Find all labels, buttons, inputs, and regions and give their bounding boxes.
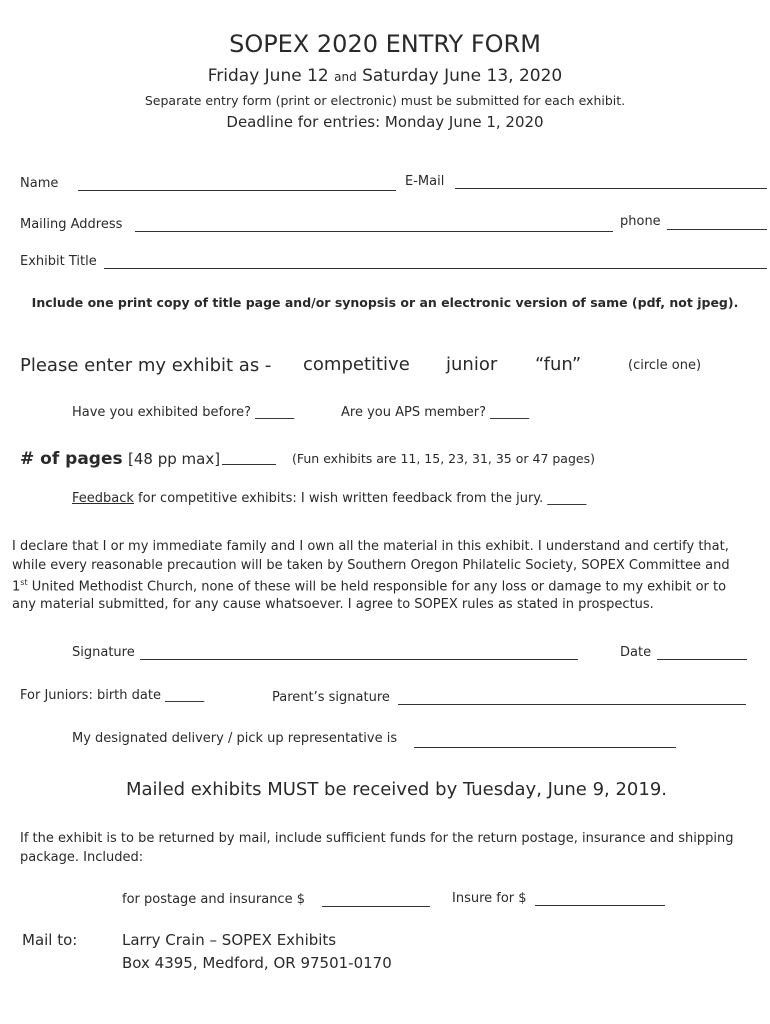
mail-to-line-2: Box 4395, Medford, OR 97501-0170 (122, 954, 392, 972)
declaration-line-4: any material submitted, for any cause whatsoever. I agree to SOPEX rules as stated in prospectus. (12, 597, 654, 612)
submission-note: Separate entry form (print or electronic) must be submitted for each exhibit. (144, 93, 626, 108)
mailing-address-label: Mailing Address (20, 217, 123, 232)
postage-amount-field[interactable] (322, 906, 430, 907)
pages-row (20, 449, 220, 469)
declaration-line-3-text: United Methodist Church, none of these will be held responsible for any loss or damage to my exhibit or to (27, 579, 727, 595)
pages-field[interactable] (222, 464, 276, 465)
mailed-exhibits-notice: Mailed exhibits MUST be received by Tuesday, June 9, 2019. (126, 779, 668, 800)
date-label: Date (620, 645, 652, 660)
deadline: Deadline for entries: Monday June 1, 2020 (226, 113, 544, 131)
declaration-line-3 (12, 578, 726, 594)
circle-one-hint: (circle one) (628, 358, 702, 373)
parent-signature-label: Parent’s signature (272, 690, 390, 705)
mail-to-line-1: Larry Crain – SOPEX Exhibits (122, 931, 337, 949)
exhibit-title-label: Exhibit Title (20, 254, 97, 269)
form-title: SOPEX 2020 ENTRY FORM (229, 30, 541, 58)
pages-label: # of pages (20, 449, 123, 469)
exhibit-as-label: Please enter my exhibit as - (20, 355, 272, 376)
representative-field[interactable] (414, 747, 676, 748)
option-competitive[interactable]: competitive (303, 354, 410, 375)
feedback-text: for competitive exhibits: I wish written feedback from the jury. ______ (133, 491, 587, 506)
name-label: Name (20, 176, 59, 191)
return-note-line-1: If the exhibit is to be returned by mail, include sufficient funds for the return postage, insurance and shipping (20, 831, 734, 846)
exhibit-title-field[interactable] (104, 268, 767, 269)
phone-label: phone (620, 214, 661, 229)
ordinal-suffix: st (20, 578, 28, 587)
declaration-line-2: while every reasonable precaution will be taken by Southern Oregon Philatelic Society, SOPEX Committee and (12, 558, 730, 573)
event-dates (0, 66, 770, 86)
insure-amount-field[interactable] (535, 905, 665, 906)
mail-to-label: Mail to: (22, 931, 78, 949)
email-field[interactable] (455, 188, 767, 189)
exhibited-before-question[interactable]: Have you exhibited before? ______ (72, 405, 295, 420)
date-field[interactable] (657, 659, 747, 660)
insure-for-label: Insure for $ (452, 891, 527, 906)
postage-insurance-label: for postage and insurance $ (122, 892, 305, 907)
representative-label: My designated delivery / pick up representative is (72, 731, 398, 746)
include-note: Include one print copy of title page and/or synopsis or an electronic version of same (pdf, not jpeg). (31, 295, 739, 310)
phone-field[interactable] (667, 229, 767, 230)
ordinal-number: 1 (12, 579, 21, 595)
return-note-line-2: package. Included: (20, 850, 144, 865)
dates-part1: Friday June 12 (207, 66, 329, 86)
birth-date-label[interactable]: For Juniors: birth date ______ (20, 688, 205, 703)
option-fun[interactable]: “fun” (535, 354, 582, 375)
dates-and: and (334, 70, 357, 84)
aps-member-question[interactable]: Are you APS member? ______ (341, 405, 530, 420)
fun-pages-note: (Fun exhibits are 11, 15, 23, 31, 35 or 47 pages) (292, 451, 595, 466)
feedback-word: Feedback (72, 491, 134, 506)
feedback-request[interactable] (72, 491, 586, 506)
dates-part2: Saturday June 13, 2020 (362, 66, 563, 86)
mailing-address-field[interactable] (135, 231, 613, 232)
pages-max: [48 pp max] (128, 450, 221, 468)
declaration-line-1: I declare that I or my immediate family and I own all the material in this exhibit. I understand and certify that, (12, 539, 729, 554)
parent-signature-field[interactable] (398, 704, 746, 705)
name-field[interactable] (78, 190, 396, 191)
email-label: E-Mail (405, 174, 445, 189)
signature-field[interactable] (140, 659, 578, 660)
signature-label: Signature (72, 645, 135, 660)
option-junior[interactable]: junior (446, 354, 498, 375)
